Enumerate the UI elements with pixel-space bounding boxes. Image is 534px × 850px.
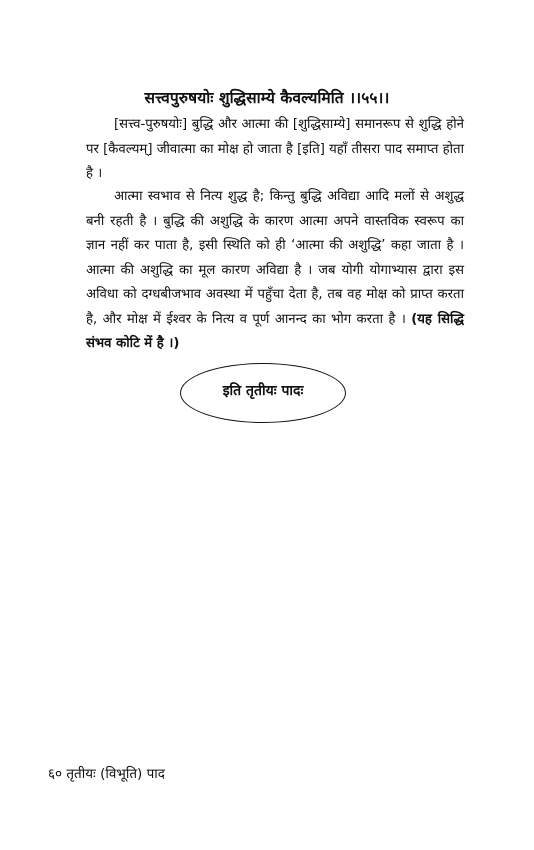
- sutra-heading: सत्त्वपुरुषयोः शुद्धिसाम्ये कैवल्यमिति ।।५५।।: [144, 89, 390, 107]
- commentary-paragraph-2-text: आत्मा स्वभाव से नित्य शुद्ध है; किन्तु बुद्धि अविद्या आदि मलों से अशुद्ध बनी रहती है । बुद्धि की अशुद्धि के कारण आत्मा अपने वास्तविक स्वरूप का ज्ञान नहीं कर पाता है, इसी स्थिति को ही ‘आत्मा की अशुद्धि’ कहा जाता है । आत्मा की अशुद्धि का मूल कारण अविद्या है । जब योगी योगाभ्यास द्वारा इस अविधा को दग्धबीजभाव अवस्था में पहुँचा देता है, तब वह मोक्ष को प्राप्त करता है, और मोक्ष में ईश्वर के नित्य व पूर्ण आनन्द का भोग करता है ।: [86, 189, 464, 327]
- closing-text: इति तृतीयः पादः: [222, 383, 304, 399]
- page-footer: ६० तृतीयः (विभूति) पाद: [48, 766, 165, 782]
- closing-oval: [180, 363, 346, 423]
- commentary-paragraph-2: [86, 185, 464, 357]
- commentary-paragraph-1: [सत्त्व-पुरुषयोः] बुद्धि और आत्मा की [शुद्धिसाम्ये] समानरूप से शुद्धि होने पर [कैवल्यम्] जीवात्मा का मोक्ष हो जाता है [इति] यहाँ तीसरा पाद समाप्त होता है ।: [86, 117, 464, 181]
- commentary-note: (यह सिद्धि संभव कोटि में है ।): [86, 311, 464, 351]
